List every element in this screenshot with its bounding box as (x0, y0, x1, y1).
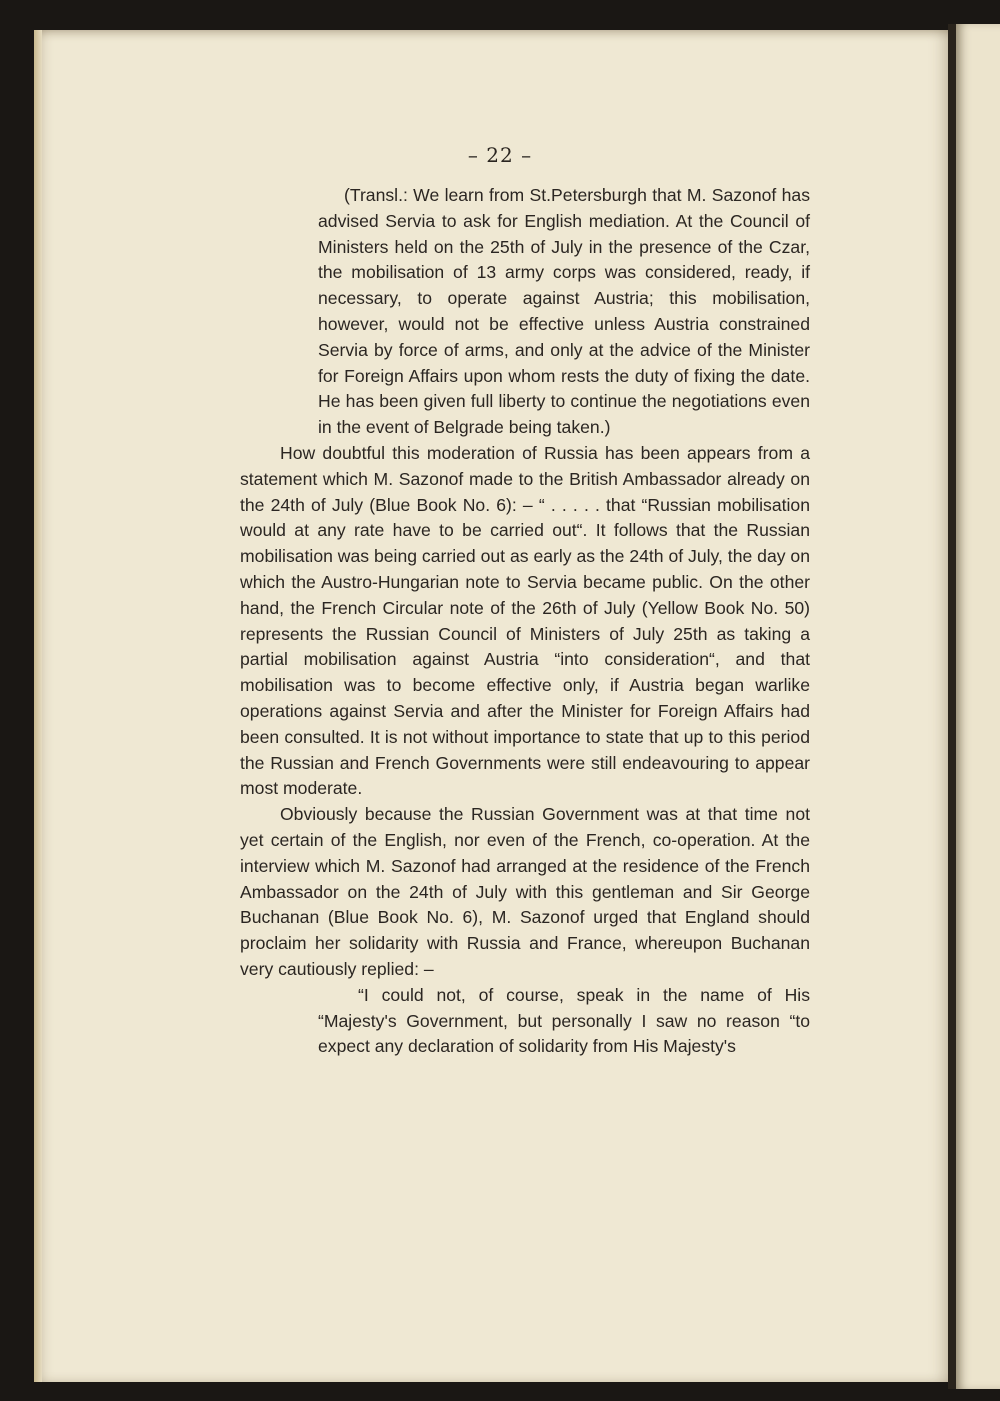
body-text (240, 183, 810, 1060)
facing-page-edge (956, 24, 1000, 1389)
buchanan-quote: “I could not, of course, speak in the name of His “Majesty's Government, but personally I saw no reason “to expect any declaration of solidarity from His Majesty's (318, 984, 810, 1057)
page-edge (34, 30, 42, 1382)
book-gutter (948, 24, 956, 1389)
page-number: – 22 – (467, 143, 533, 167)
translation-paragraph: (Transl.: We learn from St.Petersburgh that M. Sazonof has advised Servia to ask for English mediation. At the Council of Ministers held on the 25th of July in the presence of the Czar, the mobilisation of 13 army corps was considered, ready, if necessary, to operate against Austria; this mobilisation, however, would not be effective unless Austria constrained Servia by force of arms, and only at the advice of the Minister for Foreign Affairs upon whom rests the duty of fixing the date. He has been given full liberty to continue the negotiations even in the event of Belgrade being taken.) (318, 185, 810, 438)
paragraph-russian-mobilisation: How doubtful this moderation of Russia has been appears from a statement which M. Sazonof made to the British Ambassador already on the 24th of July (Blue Book No. 6): – “ . . . . . that “Russian mobilisation would at any rate have to be carried out“. It follows that the Russian mobilisation was being carried out as early as the 24th of July, the day on which the Austro-Hungarian note to Servia became public. On the other hand, the French Circular note of the 26th of July (Yellow Book No. 50) represents the Russian Council of Ministers of July 25th as taking a partial mobilisation against Austria “into consideration“, and that mobilisation was to become effective only, if Austria began warlike operations against Servia and after the Minister for Foreign Affairs had been consulted. It is not without importance to state that up to this period the Russian and French Governments were still endeavouring to appear most moderate. (240, 442, 810, 799)
paragraph-sazonof-interview: Obviously because the Russian Government was at that time not yet certain of the English, nor even of the French, co-operation. At the interview which M. Sazonof had arranged at the residence of the French Ambassador on the 24th of July with this gentleman and Sir George Buchanan (Blue Book No. 6), M. Sazonof urged that England should proclaim her solidarity with Russia and France, whereupon Buchanan very cautiously replied: – (240, 804, 810, 979)
